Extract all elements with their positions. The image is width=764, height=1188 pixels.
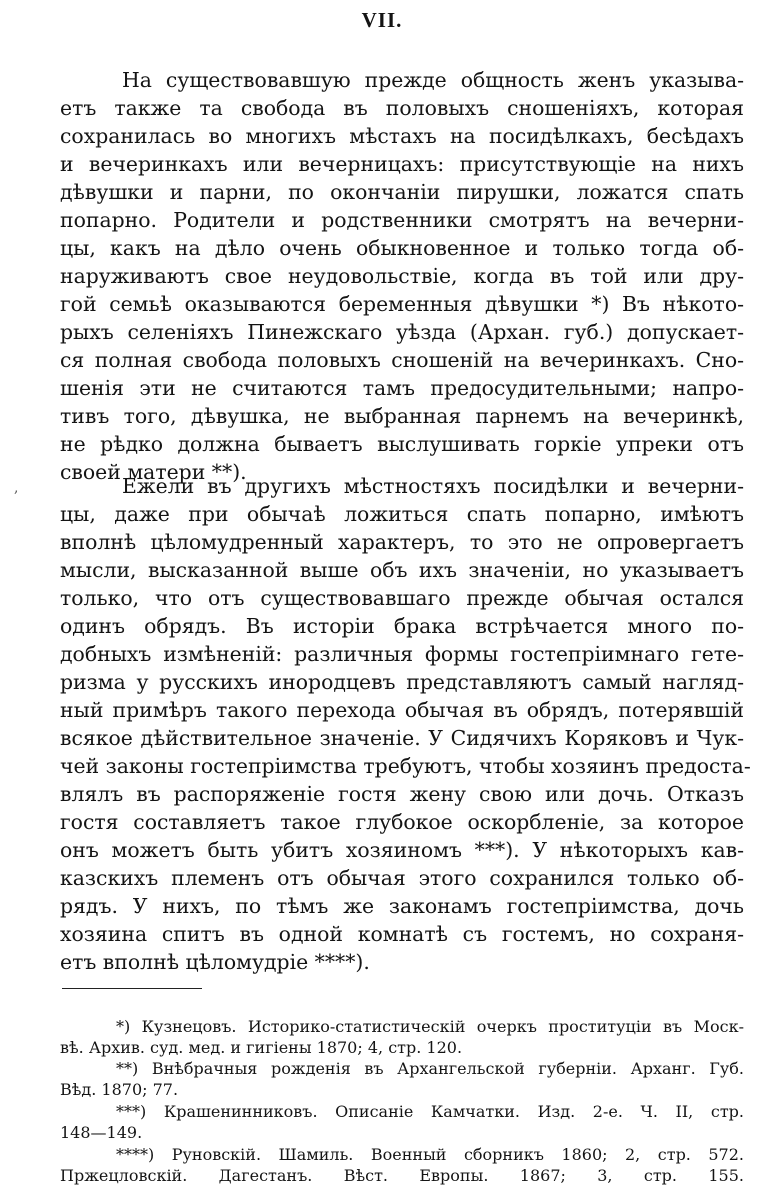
text-line: своей матери **).: [60, 460, 247, 484]
text-line: Ежели въ другихъ мѣстностяхъ посидѣлки и вечерни-: [122, 474, 744, 498]
text-line: етъ вполнѣ цѣломудріе ****).: [60, 950, 370, 974]
text-line: гой семьѣ оказываются беременныя дѣвушки *) Въ нѣкото-: [60, 292, 744, 316]
footnote-line: 148—149.: [60, 1123, 143, 1142]
margin-mark: ,: [14, 480, 19, 496]
text-line: чей законы гостепріимства требуютъ, чтобы хозяинъ предоста-: [60, 754, 751, 778]
text-line: ся полная свобода половыхъ сношеній на вечеринкахъ. Сно-: [60, 348, 744, 372]
footnote-line: ***) Крашенинниковъ. Описаніе Камчатки. Изд. 2-е. Ч. II, стр.: [116, 1102, 744, 1121]
text-line: цы, даже при обычаѣ ложиться спать попарно, имѣютъ: [60, 502, 744, 526]
text-line: онъ можетъ быть убитъ хозяиномъ ***). У нѣкоторыхъ кав-: [60, 838, 744, 862]
text-line: На существовавшую прежде общность женъ указыва-: [122, 68, 744, 92]
text-line: попарно. Родители и родственники смотрятъ на вечерни-: [60, 208, 744, 232]
text-line: вполнѣ цѣломудренный характеръ, то это не опровергаетъ: [60, 530, 744, 554]
text-line: наруживаютъ свое неудовольствіе, когда въ той или дру-: [60, 264, 744, 288]
footnote-line: Пржецловскій. Дагестанъ. Вѣст. Европы. 1867; 3, стр. 155.: [60, 1166, 744, 1185]
text-line: одинъ обрядъ. Въ исторіи брака встрѣчается много по-: [60, 614, 744, 638]
footnote-line: *) Кузнецовъ. Историко-статистическій очеркъ проституціи въ Моск-: [116, 1017, 744, 1036]
text-line: ризма у русскихъ инородцевъ представляютъ самый нагляд-: [60, 670, 744, 694]
text-line: рыхъ селеніяхъ Пинежскаго уѣзда (Архан. губ.) допускает-: [60, 320, 744, 344]
text-line: добныхъ измѣненій: различныя формы гостепріимнаго гете-: [60, 642, 744, 666]
text-line: тивъ того, дѣвушка, не выбранная парнемъ на вечеринкѣ,: [60, 404, 744, 428]
text-line: ный примѣръ такого перехода обычая въ обрядъ, потерявшій: [60, 698, 744, 722]
text-line: хозяина спитъ въ одной комнатѣ съ гостемъ, но сохраня-: [60, 922, 744, 946]
text-line: дѣвушки и парни, по окончаніи пирушки, ложатся спать: [60, 180, 744, 204]
text-line: рядъ. У нихъ, по тѣмъ же законамъ гостепріимства, дочь: [60, 894, 744, 918]
page-number: VII.: [361, 8, 403, 32]
text-line: сохранилась во многихъ мѣстахъ на посидѣлкахъ, бесѣдахъ: [60, 124, 744, 148]
text-line: только, что отъ существовавшаго прежде обычая остался: [60, 586, 744, 610]
text-line: етъ также та свобода въ половыхъ сношеніяхъ, которая: [60, 96, 744, 120]
text-line: и вечеринкахъ или вечерницахъ: присутствующіе на нихъ: [60, 152, 744, 176]
text-line: гостя составляетъ такое глубокое оскорбленіе, за которое: [60, 810, 744, 834]
text-line: шенія эти не считаются тамъ предосудительными; напро-: [60, 376, 744, 400]
footnote-line: Вѣд. 1870; 77.: [60, 1080, 179, 1099]
footnote-line: вѣ. Архив. суд. мед. и гигіены 1870; 4, стр. 120.: [60, 1038, 463, 1057]
text-line: всякое дѣйствительное значеніе. У Сидячихъ Коряковъ и Чук-: [60, 726, 744, 750]
text-line: мысли, высказанной выше объ ихъ значеніи, но указываетъ: [60, 558, 744, 582]
footnote-line: **) Внѣбрачныя рожденія въ Архангельской губерніи. Арханг. Губ.: [116, 1059, 744, 1078]
text-line: влялъ въ распоряженіе гостя жену свою или дочь. Отказъ: [60, 782, 744, 806]
footnote-divider: [62, 988, 202, 989]
text-line: цы, какъ на дѣло очень обыкновенное и только тогда об-: [60, 236, 744, 260]
footnote-line: ****) Руновскій. Шамиль. Военный сборникъ 1860; 2, стр. 572.: [116, 1145, 744, 1164]
text-line: казскихъ племенъ отъ обычая этого сохранился только об-: [60, 866, 744, 890]
text-line: не рѣдко должна бываетъ выслушивать горкіе упреки отъ: [60, 432, 744, 456]
